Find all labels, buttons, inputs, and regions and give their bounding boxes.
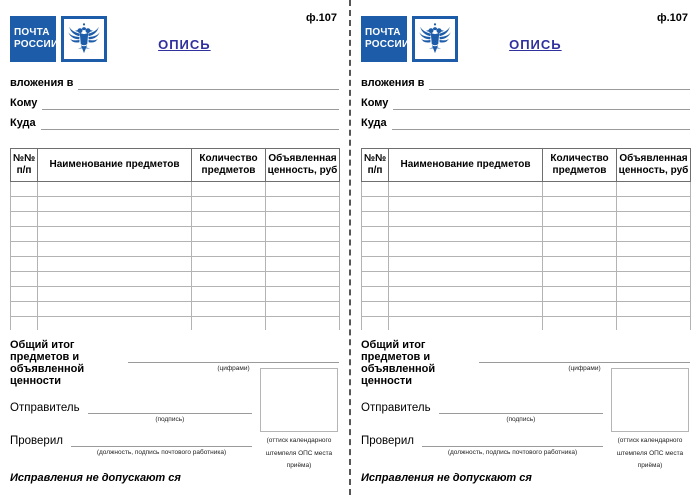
destination-write-line [392, 115, 690, 130]
items-table-cell [389, 257, 543, 272]
col-header-quantity: Количество предметов [192, 149, 266, 182]
items-table-cell [362, 257, 389, 272]
post-wordmark [361, 16, 410, 62]
sender-signature-row [10, 400, 252, 423]
field-label-addressee: Кому [10, 97, 38, 109]
items-table-empty-row [11, 197, 340, 212]
items-table-open-row [362, 317, 691, 331]
destination-write-line [41, 115, 339, 130]
items-table-cell [617, 302, 691, 317]
items-table-cell [389, 197, 543, 212]
items-table-empty-row [11, 272, 340, 287]
items-table-cell [38, 287, 192, 302]
opis-form-copy-2 [351, 0, 700, 495]
items-table-cell [192, 257, 266, 272]
items-table-cell [543, 242, 617, 257]
items-table-cell [192, 272, 266, 287]
addressee-write-line [42, 95, 339, 110]
items-table-cell [266, 302, 340, 317]
items-table-empty-row [11, 287, 340, 302]
items-table-cell [11, 197, 38, 212]
items-table-cell [362, 182, 389, 197]
items-table-empty-row [362, 272, 691, 287]
items-table-empty-row [362, 287, 691, 302]
items-table-cell [389, 227, 543, 242]
items-table-empty-row [362, 197, 691, 212]
field-row-addressee [10, 90, 339, 110]
items-table-cell [38, 197, 192, 212]
items-table-cell [362, 302, 389, 317]
items-table-cell [38, 182, 192, 197]
checker-label: Проверил [10, 434, 63, 447]
checker-signature-line [422, 433, 603, 447]
items-table-cell [617, 317, 691, 331]
logo-word-rossii: РОССИИ [14, 39, 59, 50]
items-table-cell [362, 197, 389, 212]
field-label-destination: Куда [361, 117, 387, 129]
col-header-quantity: Количество предметов [543, 149, 617, 182]
col-header-declared-value: Объявленная ценность, руб [266, 149, 340, 182]
checker-caption: (должность, подпись почтового работника) [96, 448, 227, 456]
items-table-cell [11, 272, 38, 287]
items-table [10, 148, 340, 330]
items-table-cell [11, 227, 38, 242]
items-table-cell [192, 212, 266, 227]
items-table-empty-row [362, 212, 691, 227]
items-table-cell [266, 317, 340, 331]
items-table-cell [11, 257, 38, 272]
field-label-addressee: Кому [361, 97, 389, 109]
totals-label: Общий итог предметов и объявленной ценности [361, 339, 436, 387]
field-row-addressee [361, 90, 690, 110]
items-table-cell [38, 257, 192, 272]
calendar-stamp-box [611, 368, 689, 432]
items-table-cell [543, 182, 617, 197]
items-table-cell [362, 317, 389, 331]
items-table-cell [11, 287, 38, 302]
items-table-cell [192, 242, 266, 257]
logo-word-rossii: РОССИИ [365, 39, 410, 50]
opis-form-copy-1 [0, 0, 349, 495]
totals-caption: (цифрами) [217, 365, 250, 372]
russian-post-logo [10, 16, 107, 62]
items-table-cell [192, 317, 266, 331]
items-table-empty-row [362, 182, 691, 197]
sender-signature-row [361, 400, 603, 423]
sender-write-in [439, 400, 603, 423]
field-row-contents [10, 70, 339, 90]
col-header-number: №№ п/п [362, 149, 389, 182]
totals-write-line [128, 352, 339, 363]
form-header [10, 10, 339, 68]
sender-signature-line [88, 400, 252, 414]
double-headed-eagle-icon [412, 16, 458, 62]
checker-signature-row [361, 433, 603, 456]
items-table-cell [617, 212, 691, 227]
items-table-cell [543, 197, 617, 212]
sender-signature-line [439, 400, 603, 414]
field-label-contents: вложения в [10, 77, 74, 89]
col-header-number: №№ п/п [11, 149, 38, 182]
items-table-cell [266, 197, 340, 212]
items-table-cell [192, 302, 266, 317]
items-table-cell [11, 317, 38, 331]
checker-signature-line [71, 433, 252, 447]
no-corrections-note: Исправления не допускают ся [361, 471, 532, 484]
logo-word-pochta: ПОЧТА [14, 27, 50, 38]
items-table-empty-row [362, 242, 691, 257]
items-table-cell [362, 212, 389, 227]
opis-form [0, 0, 349, 495]
form-title: ОПИСЬ [509, 37, 562, 52]
items-table-empty-row [11, 257, 340, 272]
items-table-cell [617, 242, 691, 257]
items-table-cell [192, 197, 266, 212]
items-table-cell [266, 212, 340, 227]
items-table-cell [389, 317, 543, 331]
items-table-empty-row [11, 212, 340, 227]
items-table-cell [617, 182, 691, 197]
items-table-cell [362, 272, 389, 287]
items-table-cell [543, 302, 617, 317]
items-table [361, 148, 691, 330]
items-table-cell [543, 257, 617, 272]
sender-caption: (подпись) [155, 415, 185, 423]
items-table-cell [38, 212, 192, 227]
post-wordmark [10, 16, 59, 62]
col-header-item-name: Наименование предметов [38, 149, 192, 182]
col-header-item-name: Наименование предметов [389, 149, 543, 182]
items-table-cell [266, 182, 340, 197]
items-table-cell [543, 287, 617, 302]
items-table-cell [266, 272, 340, 287]
items-table-cell [362, 242, 389, 257]
items-table-cell [362, 287, 389, 302]
items-table-cell [266, 242, 340, 257]
stamp-caption: (оттиск календарного штемпеля ОПС места приёма) [265, 437, 333, 470]
items-table-cell [38, 242, 192, 257]
items-table-cell [38, 302, 192, 317]
form-code: ф.107 [305, 12, 337, 24]
items-table-cell [192, 227, 266, 242]
address-fields [10, 70, 339, 130]
items-table-cell [543, 212, 617, 227]
form-title: ОПИСЬ [158, 37, 211, 52]
items-table-cell [543, 317, 617, 331]
double-headed-eagle-icon [61, 16, 107, 62]
items-table-cell [266, 257, 340, 272]
items-table-cell [617, 272, 691, 287]
stamp-area [611, 368, 689, 473]
form-code: ф.107 [656, 12, 688, 24]
russian-post-logo [361, 16, 458, 62]
items-table-cell [617, 257, 691, 272]
col-header-declared-value: Объявленная ценность, руб [617, 149, 691, 182]
items-table-cell [11, 302, 38, 317]
stamp-area [260, 368, 338, 473]
totals-caption: (цифрами) [568, 365, 601, 372]
totals-label: Общий итог предметов и объявленной ценности [10, 339, 85, 387]
stamp-caption: (оттиск календарного штемпеля ОПС места приёма) [616, 437, 684, 470]
items-table-empty-row [11, 242, 340, 257]
items-table-cell [11, 212, 38, 227]
items-table-cell [389, 302, 543, 317]
checker-write-in [422, 433, 603, 456]
items-table-cell [362, 227, 389, 242]
checker-write-in [71, 433, 252, 456]
items-table-cell [192, 287, 266, 302]
items-table-cell [266, 287, 340, 302]
totals-write-line [479, 352, 690, 363]
items-table-cell [266, 227, 340, 242]
sender-write-in [88, 400, 252, 423]
items-table-header-row [11, 149, 340, 182]
items-table-empty-row [362, 257, 691, 272]
logo-word-pochta: ПОЧТА [365, 27, 401, 38]
field-row-destination [10, 110, 339, 130]
items-table-empty-row [11, 227, 340, 242]
sender-caption: (подпись) [506, 415, 536, 423]
no-corrections-note: Исправления не допускают ся [10, 471, 181, 484]
contents-write-line [429, 75, 690, 90]
addressee-write-line [393, 95, 690, 110]
items-table-cell [543, 272, 617, 287]
field-row-destination [361, 110, 690, 130]
items-table-cell [11, 182, 38, 197]
field-label-destination: Куда [10, 117, 36, 129]
items-table-cell [389, 182, 543, 197]
contents-write-line [78, 75, 339, 90]
field-label-contents: вложения в [361, 77, 425, 89]
field-row-contents [361, 70, 690, 90]
sender-label: Отправитель [361, 401, 431, 414]
checker-caption: (должность, подпись почтового работника) [447, 448, 578, 456]
items-table-empty-row [11, 302, 340, 317]
items-table-cell [617, 287, 691, 302]
items-table-cell [38, 272, 192, 287]
address-fields [361, 70, 690, 130]
checker-signature-row [10, 433, 252, 456]
items-table-cell [389, 272, 543, 287]
calendar-stamp-box [260, 368, 338, 432]
items-table-cell [38, 317, 192, 331]
items-table-cell [543, 227, 617, 242]
items-table-empty-row [362, 227, 691, 242]
items-table-cell [192, 182, 266, 197]
items-table-empty-row [362, 302, 691, 317]
items-table-cell [389, 212, 543, 227]
items-table-cell [389, 287, 543, 302]
opis-form [351, 0, 700, 495]
items-table-cell [11, 242, 38, 257]
items-table-cell [38, 227, 192, 242]
items-table-empty-row [11, 182, 340, 197]
form-header [361, 10, 690, 68]
items-table-header-row [362, 149, 691, 182]
items-table-cell [389, 242, 543, 257]
items-table-open-row [11, 317, 340, 331]
items-table-cell [617, 227, 691, 242]
items-table-cell [617, 197, 691, 212]
checker-label: Проверил [361, 434, 414, 447]
sender-label: Отправитель [10, 401, 80, 414]
